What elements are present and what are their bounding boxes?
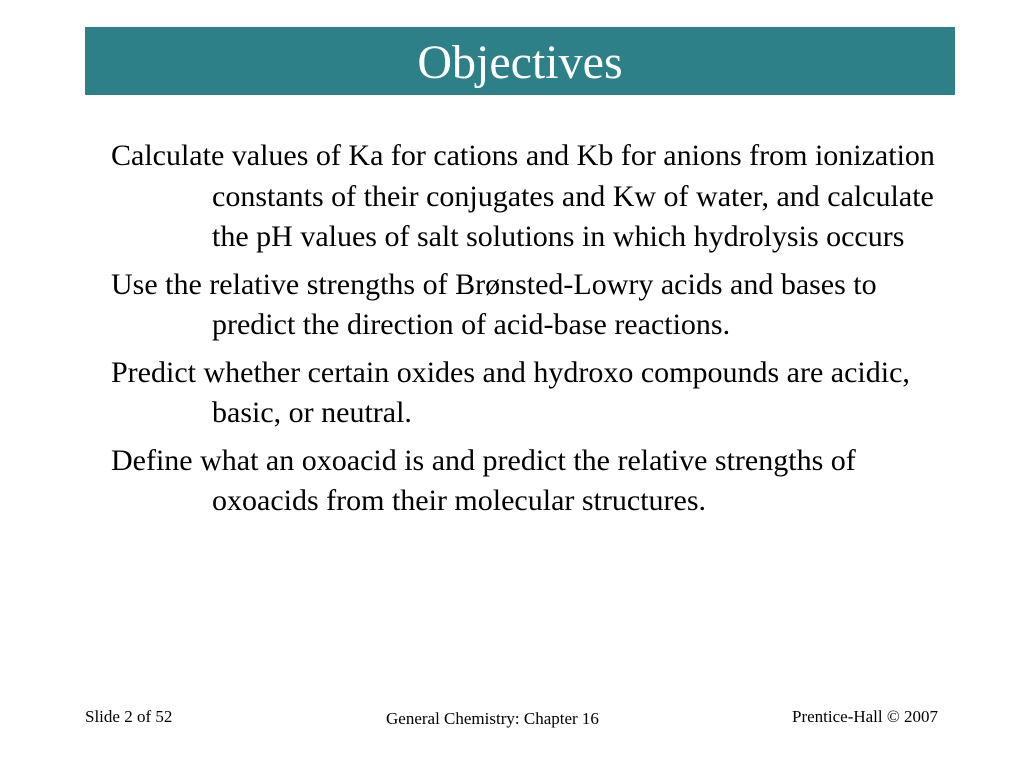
- objective-item: Predict whether certain oxides and hydroxo compounds are acidic, basic, or neutral.: [111, 355, 910, 429]
- objective-item: Calculate values of Ka for cations and Kb for anions from ionization constants of their conjugates and Kw of water, and calculate the pH values of salt solutions in which hydrolysis occurs: [111, 139, 935, 253]
- objective-item: Define what an oxoacid is and predict the relative strengths of oxoacids from their molecular structures.: [111, 443, 856, 517]
- slide-number: Slide 2 of 52: [85, 707, 173, 726]
- course-label: General Chemistry: Chapter 16: [386, 709, 599, 728]
- slide-title: Objectives: [417, 36, 623, 89]
- copyright-notice: Prentice-Hall © 2007: [792, 707, 939, 726]
- objectives-list: [111, 136, 941, 529]
- objective-item: Use the relative strengths of Brønsted-Lowry acids and bases to predict the direction of acid-base reactions.: [111, 267, 877, 341]
- title-bar: [85, 27, 955, 95]
